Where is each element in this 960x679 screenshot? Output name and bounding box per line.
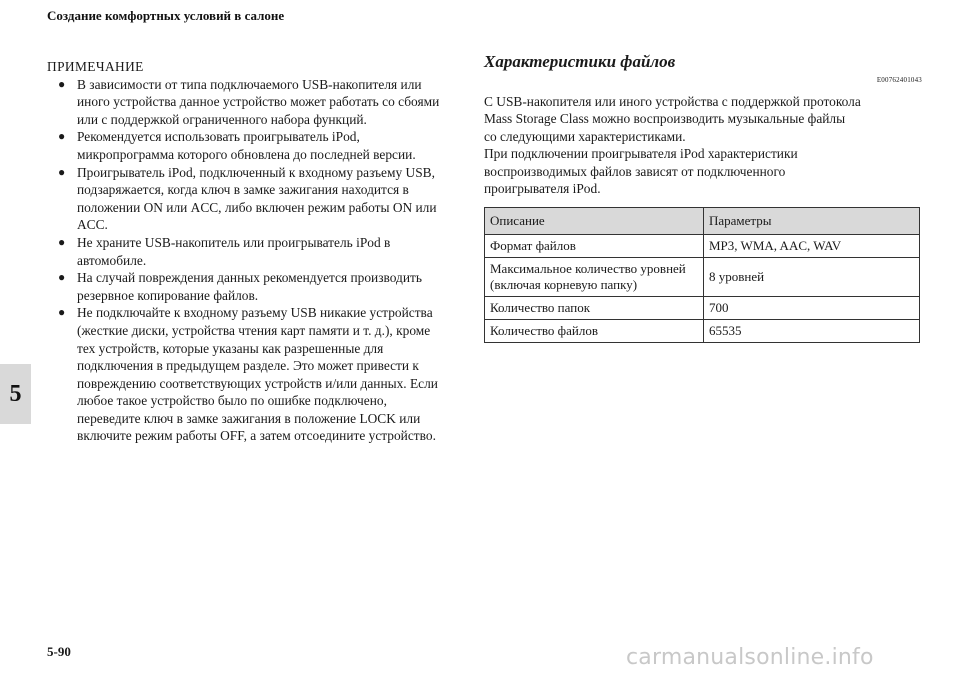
table-cell-desc-line: (включая корневую папку) <box>490 277 638 292</box>
note-item <box>47 269 447 304</box>
note-item-text: Не подключайте к входному разъему USB никакие устройства (жесткие диски, устройства чтения карт памяти и т. д.), кроме тех устройств, которые указаны как разрешенные для подключения в предыдущем разделе. Это может привести к повреждению соответствующих устройств и/или данных. Если любое такое устройство было по ошибке подключено, переведите ключ в замке зажигания в положение LOCK или включите режим работы OFF, а затем отсоедините устройство. <box>77 305 438 444</box>
section-title: Характеристики файлов <box>484 52 676 71</box>
bullet-icon: ● <box>58 234 66 249</box>
table-cell-desc-line: Максимальное количество уровней <box>490 261 686 276</box>
watermark: carmanualsonline.info <box>626 645 874 670</box>
bullet-icon: ● <box>58 270 66 285</box>
bullet-icon: ● <box>58 164 66 179</box>
table-cell-desc: Количество файлов <box>485 320 704 343</box>
note-item <box>47 164 447 234</box>
file-specs-table <box>484 207 920 343</box>
note-item <box>47 128 447 163</box>
intro-line: со следующими характеристиками. <box>484 128 686 144</box>
table-cell-desc: Количество папок <box>485 297 704 320</box>
table-header-cell: Описание <box>485 208 704 235</box>
bullet-icon: ● <box>58 305 66 320</box>
table-cell-value: 65535 <box>704 320 920 343</box>
table-cell-value: 700 <box>704 297 920 320</box>
intro-line: При подключении проигрывателя iPod характеристики <box>484 146 798 162</box>
note-item <box>47 234 447 269</box>
table-row <box>485 235 920 258</box>
table-row <box>485 297 920 320</box>
section-intro <box>484 93 922 197</box>
intro-line: Mass Storage Class можно воспроизводить музыкальные файлы <box>484 111 846 127</box>
note-item-text: Проигрыватель iPod, подключенный к входному разъему USB, подзаряжается, когда ключ в замке зажигания находится в положении ON или ACC, либо включен режим работы ON или ACC. <box>77 164 437 233</box>
note-item-text: В зависимости от типа подключаемого USB-накопителя или иного устройства данное устройство может работать со сбоями или с поддержкой ограниченного набора функций. <box>77 76 440 127</box>
table-cell-desc: Формат файлов <box>485 235 704 258</box>
note-list <box>47 76 447 445</box>
note-title: ПРИМЕЧАНИЕ <box>47 59 144 74</box>
note-item <box>47 76 447 129</box>
bullet-icon: ● <box>58 129 66 144</box>
note-block <box>47 58 447 445</box>
chapter-tab: 5 <box>0 364 31 424</box>
page-number: 5-90 <box>47 644 71 659</box>
note-item-text: Не храните USB-накопитель или проигрыватель iPod в автомобиле. <box>77 234 391 268</box>
table-cell-value: 8 уровней <box>704 258 920 297</box>
table-row <box>485 258 920 297</box>
table-header-cell: Параметры <box>704 208 920 235</box>
note-item-text: На случай повреждения данных рекомендуется производить резервное копирование файлов. <box>77 270 422 303</box>
table-row <box>485 320 920 343</box>
bullet-icon: ● <box>58 76 66 91</box>
note-item-text: Рекомендуется использовать проигрыватель iPod, микропрограмма которого обновлена до последней версии. <box>77 129 416 162</box>
note-item <box>47 304 447 445</box>
file-specs-section <box>484 52 922 197</box>
section-code: E00762401043 <box>876 76 922 84</box>
intro-line: С USB-накопителя или иного устройства с поддержкой протокола <box>484 94 861 109</box>
table-cell-value: MP3, WMA, AAC, WAV <box>704 235 920 258</box>
table-header-row <box>485 208 920 235</box>
table-cell-desc <box>485 258 704 297</box>
page-header: Создание комфортных условий в салоне <box>47 8 285 23</box>
intro-line: проигрывателя iPod. <box>484 181 601 197</box>
intro-line: воспроизводимых файлов зависят от подключенного <box>484 163 786 179</box>
